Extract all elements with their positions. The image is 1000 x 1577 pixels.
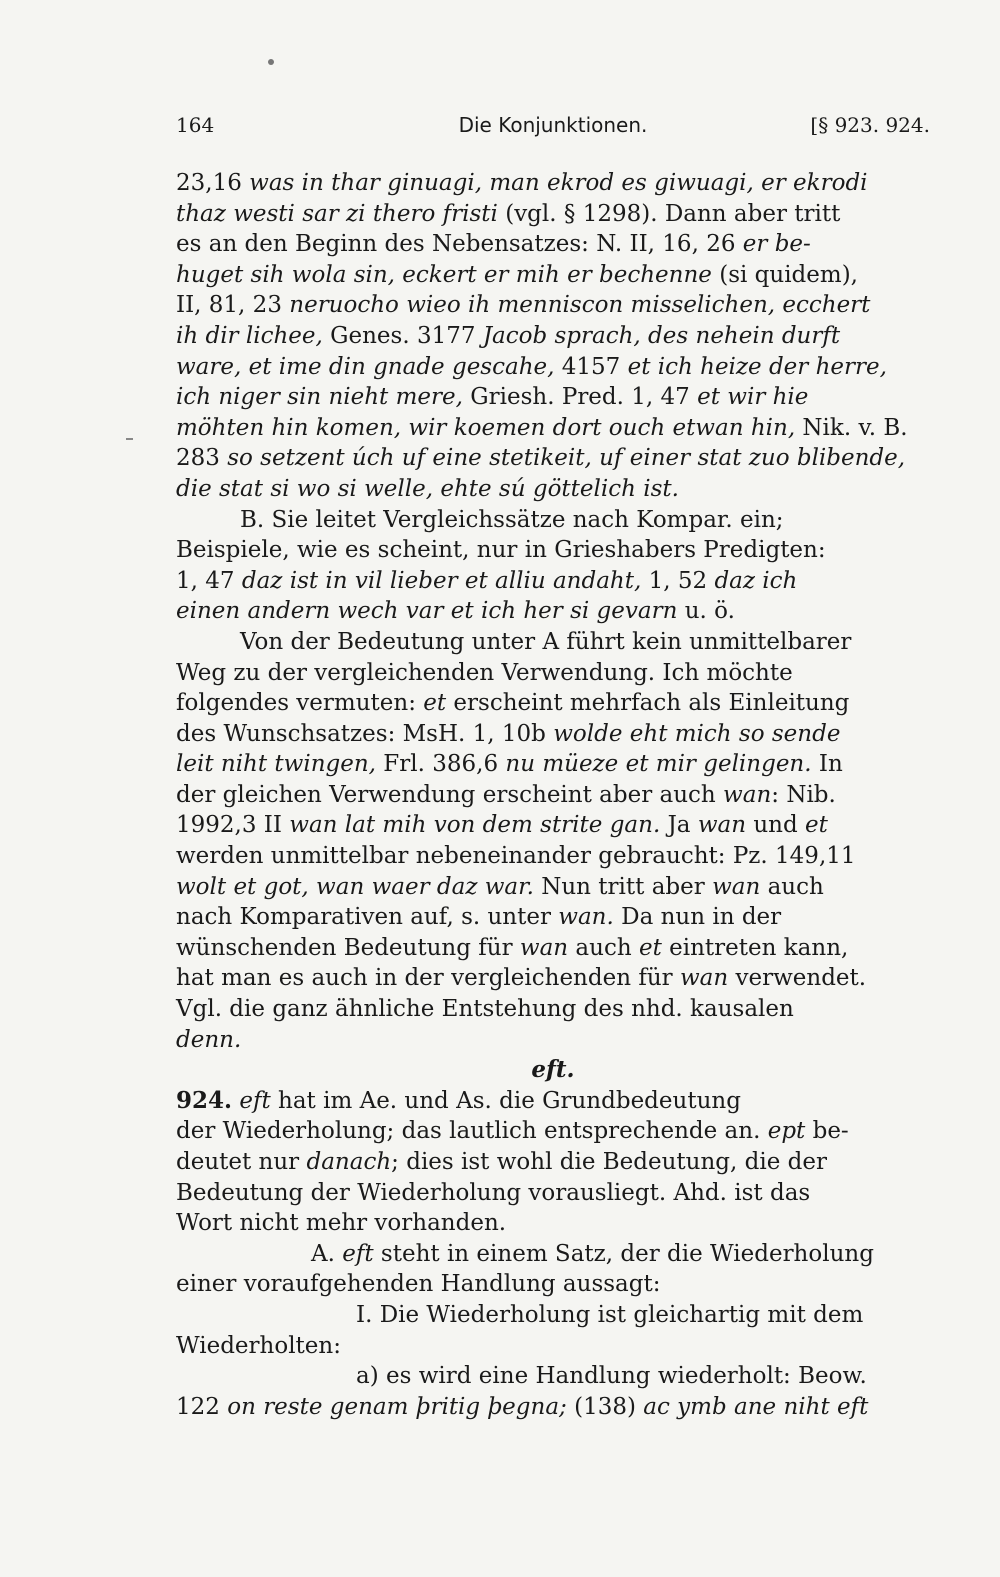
text-segment: Da nun in der — [613, 904, 782, 931]
text-segment: 1, 47 — [176, 567, 242, 594]
text-line — [176, 688, 930, 719]
text-segment: et wir hie — [697, 384, 809, 411]
text-segment: ware, et ime din gnade gescahe, — [176, 353, 555, 380]
text-segment: wan. — [558, 904, 614, 931]
text-segment: es an den Beginn des Nebensatzes: N. II, 16, 26 — [176, 231, 743, 258]
text-line — [176, 535, 930, 566]
text-line — [176, 1361, 930, 1392]
section-reference: [§ 923. 924. — [810, 113, 930, 137]
text-segment: möhten hin komen, wir koemen dort ouch etwan hin, — [176, 414, 796, 441]
text-segment: verwendet. — [728, 965, 867, 992]
text-line — [176, 1116, 930, 1147]
text-segment: B. Sie leitet Vergleichssätze nach Kompar. ein; — [240, 506, 784, 533]
text-line — [176, 321, 930, 352]
text-segment: wan lat mih von dem strite gan. — [289, 812, 661, 839]
text-segment: on reste genam þritig þegna; — [227, 1393, 567, 1420]
body-text — [176, 168, 930, 1422]
text-segment: erscheint mehrfach als Einleitung — [446, 690, 850, 717]
text-line — [176, 841, 930, 872]
margin-mark — [126, 438, 133, 440]
text-segment: 1992,3 II — [176, 812, 290, 839]
text-line — [176, 260, 930, 291]
text-segment: und — [746, 812, 806, 839]
text-segment: wolde eht mich so sende — [553, 720, 841, 747]
text-segment: (138) — [566, 1393, 644, 1420]
text-segment: (vgl. § 1298). Dann aber tritt — [497, 200, 841, 227]
text-line — [176, 505, 930, 536]
text-segment: wan — [723, 781, 772, 808]
text-segment: u. ö. — [677, 598, 735, 625]
header-title: Die Konjunktionen. — [458, 113, 648, 137]
text-segment: daz ist in vil lieber et alliu andaht, — [241, 567, 642, 594]
text-line — [176, 1147, 930, 1178]
text-segment: eft — [239, 1087, 271, 1114]
text-segment: Nun tritt aber — [533, 873, 713, 900]
text-line — [176, 1025, 930, 1056]
text-segment: nach Komparativen auf, s. unter — [176, 904, 559, 931]
text-segment: et — [638, 934, 662, 961]
text-line — [176, 1239, 930, 1270]
text-segment: einer voraufgehenden Handlung aussagt: — [176, 1271, 661, 1298]
text-line — [176, 352, 930, 383]
text-line — [176, 902, 930, 933]
text-segment: A. — [311, 1240, 343, 1267]
text-segment: (si quidem), — [711, 261, 858, 288]
text-line — [176, 1300, 930, 1331]
text-segment: et ich heize der herre, — [627, 353, 887, 380]
text-segment: eintreten kann, — [661, 934, 849, 961]
text-line — [176, 963, 930, 994]
text-segment: die stat si wo si welle, ehte sú göttelich ist. — [176, 475, 679, 502]
page-number: 164 — [176, 113, 215, 137]
text-line — [176, 749, 930, 780]
text-segment: nu müeze et mir gelingen. — [505, 751, 812, 778]
text-segment: einen andern wech var et ich her si gevarn — [176, 598, 678, 625]
text-segment: eft — [342, 1240, 374, 1267]
text-segment: wan — [697, 812, 747, 839]
text-segment: leit niht twingen, — [176, 751, 376, 778]
text-line — [176, 658, 930, 689]
text-segment: ept — [767, 1118, 806, 1145]
text-segment: auch — [760, 873, 824, 900]
text-segment: daz ich — [714, 567, 798, 594]
text-segment: Vgl. die ganz ähnliche Entstehung des nhd. kausalen — [176, 996, 794, 1023]
text-segment: et — [423, 690, 447, 717]
text-segment: werden unmittelbar nebeneinander gebraucht: Pz. 149,11 — [176, 843, 856, 870]
text-segment: wünschenden Bedeutung für — [176, 934, 520, 961]
text-segment — [232, 1086, 239, 1117]
text-segment: wolt et got, wan waer daz war. — [176, 873, 534, 900]
text-line — [176, 382, 930, 413]
text-segment: deutet nur — [176, 1149, 307, 1175]
text-segment: ac ymb ane niht eft — [643, 1393, 869, 1420]
text-segment: er be- — [742, 231, 811, 258]
text-segment: denn. — [176, 1026, 242, 1053]
text-line — [176, 1331, 930, 1362]
text-segment: ; dies ist wohl die Bedeutung, die der — [391, 1149, 827, 1175]
text-segment: Frl. 386,6 — [375, 751, 506, 778]
text-segment: Beispiele, wie es scheint, nur in Grieshabers Predigten: — [176, 537, 826, 564]
text-segment: 1, 52 — [641, 567, 715, 594]
text-line — [176, 810, 930, 841]
text-line — [176, 994, 930, 1025]
text-line — [176, 1086, 930, 1117]
running-header — [176, 113, 930, 143]
text-segment: : Nib. — [771, 781, 836, 808]
text-segment: 122 — [176, 1393, 228, 1420]
text-line — [176, 1208, 930, 1239]
text-line — [176, 1269, 930, 1300]
text-segment: 924. — [176, 1086, 233, 1114]
text-line — [176, 872, 930, 903]
text-segment: Griesh. Pred. 1, 47 — [462, 384, 698, 411]
text-line — [176, 627, 930, 658]
text-line — [176, 229, 930, 260]
text-segment: II, 81, 23 — [176, 292, 290, 319]
text-line — [176, 596, 930, 627]
text-segment: Nik. v. B. — [795, 414, 908, 441]
text-line — [176, 290, 930, 321]
text-segment: Ja — [660, 812, 698, 839]
text-line — [176, 1055, 930, 1086]
text-segment: wan — [712, 873, 761, 900]
text-segment: neruocho wieo ih menniscon misselichen, ecchert — [289, 292, 871, 319]
text-segment: danach — [306, 1149, 392, 1175]
text-line — [176, 1178, 930, 1209]
text-segment: et — [805, 812, 828, 839]
text-line — [176, 168, 930, 199]
text-segment: Wort nicht mehr vorhanden. — [176, 1210, 507, 1237]
text-segment: 23,16 — [176, 170, 250, 196]
text-segment: der Wiederholung; das lautlich entsprechende an. — [176, 1118, 768, 1145]
text-segment: ich niger sin nieht mere, — [176, 384, 463, 411]
text-segment: hat im Ae. und As. die Grundbedeutung — [270, 1087, 741, 1114]
text-segment: 283 — [176, 445, 228, 472]
text-segment: des Wunschsatzes: MsH. 1, 10b — [176, 720, 554, 747]
text-segment: Bedeutung der Wiederholung vorausliegt. Ahd. ist das — [176, 1179, 811, 1206]
text-segment: be- — [805, 1118, 849, 1145]
text-segment: In — [811, 751, 843, 778]
text-segment: Jacob sprach, des nehein durft — [482, 322, 841, 349]
text-line — [176, 1392, 930, 1423]
text-segment: wan — [679, 965, 729, 992]
text-segment: folgendes vermuten: — [176, 690, 424, 717]
text-segment: Von der Bedeutung unter A führt kein unmittelbarer — [240, 628, 852, 655]
text-segment: Weg zu der vergleichenden Verwendung. Ich möchte — [176, 659, 793, 686]
text-segment: auch — [568, 934, 639, 961]
text-segment: wan — [519, 934, 569, 961]
text-segment: I. Die Wiederholung ist gleichartig mit dem — [356, 1301, 864, 1328]
text-line — [176, 780, 930, 811]
text-segment: so setzent úch uf eine stetikeit, uf einer stat zuo blibende, — [227, 445, 906, 472]
text-segment: ih dir lichee, — [176, 322, 323, 349]
text-segment: a) es wird eine Handlung wiederholt: Beow. — [356, 1363, 867, 1390]
text-segment: hat man es auch in der vergleichenden für — [176, 965, 680, 992]
text-line — [176, 719, 930, 750]
text-segment: der gleichen Verwendung erscheint aber auch — [176, 781, 724, 808]
ink-speck — [268, 59, 274, 65]
text-segment: eft. — [531, 1056, 575, 1084]
text-segment: was in thar ginuagi, man ekrod es giwuagi, er ekrodi — [249, 170, 868, 196]
text-line — [176, 933, 930, 964]
text-segment: Wiederholten: — [176, 1332, 341, 1359]
text-segment: steht in einem Satz, der die Wiederholung — [373, 1240, 874, 1267]
text-segment: thaz westi sar zi thero fristi — [176, 200, 498, 227]
text-line — [176, 199, 930, 230]
text-line — [176, 566, 930, 597]
text-line — [176, 443, 930, 474]
text-segment: huget sih wola sin, eckert er mih er bechenne — [176, 261, 712, 288]
text-line — [176, 474, 930, 505]
text-segment: Genes. 3177 — [322, 322, 483, 349]
text-line — [176, 413, 930, 444]
text-segment: 4157 — [554, 353, 628, 380]
